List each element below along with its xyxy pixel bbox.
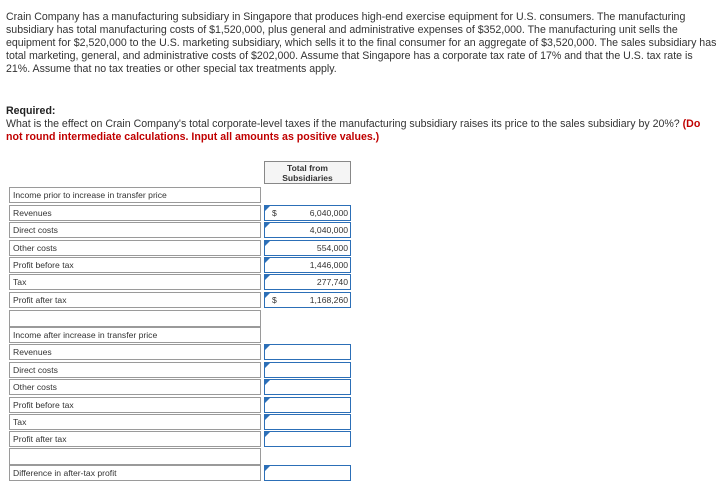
value-other-costs-before: 554,000: [316, 243, 348, 253]
required-heading: Required:: [6, 105, 56, 117]
input-profit-before-tax-before[interactable]: [264, 257, 351, 273]
input-revenues-after[interactable]: [264, 344, 351, 360]
input-difference-after-tax-profit[interactable]: [264, 465, 351, 481]
question-text: What is the effect on Crain Company's total corporate-level taxes if the manufacturing subsidiary raises its price to the sales subsidiary by 20%?: [6, 118, 680, 130]
currency-symbol: $: [272, 208, 277, 218]
input-profit-after-tax-before[interactable]: [264, 292, 351, 308]
spacer-row: [9, 310, 261, 327]
input-direct-costs-after[interactable]: [264, 362, 351, 378]
row-label-profit-before-tax: Profit before tax: [9, 257, 261, 273]
section1-title-cell: [264, 187, 351, 203]
row-label-other-costs: Other costs: [9, 240, 261, 256]
input-other-costs-before[interactable]: [264, 240, 351, 256]
row-label-revenues-after: Revenues: [9, 344, 261, 360]
spacer-row: [9, 448, 261, 465]
row-label-profit-before-tax-after: Profit before tax: [9, 397, 261, 413]
row-label-difference: Difference in after-tax profit: [9, 465, 261, 481]
input-profit-before-tax-after[interactable]: [264, 397, 351, 413]
input-direct-costs-before[interactable]: [264, 222, 351, 238]
value-tax-before: 277,740: [316, 277, 348, 287]
input-tax-after[interactable]: [264, 414, 351, 430]
column-header-total-from-subsidiaries: Total from Subsidiaries: [264, 161, 351, 184]
value-revenues-before: 6,040,000: [309, 208, 348, 218]
row-label-direct-costs: Direct costs: [9, 222, 261, 238]
problem-intro: Crain Company has a manufacturing subsidiary in Singapore that produces high-end exercise equipment for U.S. consumers. The manufacturing subsidiary has total manufacturing costs of $1,520,000, plus general and administrative expenses of $352,000. The manufacturing unit sells the equipment for $2,520,000 to the U.S. marketing subsidiary, which sells it to the final consumer for an aggregate of $3,520,000. The sales subsidiary has total marketing, general, and administrative costs of $202,000. Assume that Singapore has a corporate tax rate of 17% and that the U.S. tax rate is 21%. Assume that no tax treaties or other special tax treatments apply.: [6, 11, 717, 76]
section2-title: Income after increase in transfer price: [9, 327, 261, 343]
row-label-profit-after-tax-after: Profit after tax: [9, 431, 261, 447]
required-question: [6, 118, 718, 144]
instruction-note: (Do not round intermediate calculations. Input all amounts as positive values.): [6, 118, 701, 143]
row-label-other-costs-after: Other costs: [9, 379, 261, 395]
input-revenues-before[interactable]: [264, 205, 351, 221]
value-profit-after-tax-before: 1,168,260: [309, 295, 348, 305]
input-tax-before[interactable]: [264, 274, 351, 290]
row-label-direct-costs-after: Direct costs: [9, 362, 261, 378]
value-direct-costs-before: 4,040,000: [309, 225, 348, 235]
row-label-profit-after-tax: Profit after tax: [9, 292, 261, 308]
section1-title: Income prior to increase in transfer price: [9, 187, 261, 203]
input-other-costs-after[interactable]: [264, 379, 351, 395]
row-label-revenues: Revenues: [9, 205, 261, 221]
row-label-tax-after: Tax: [9, 414, 261, 430]
currency-symbol: $: [272, 295, 277, 305]
value-profit-before-tax-before: 1,446,000: [309, 260, 348, 270]
row-label-tax: Tax: [9, 274, 261, 290]
input-profit-after-tax-after[interactable]: [264, 431, 351, 447]
